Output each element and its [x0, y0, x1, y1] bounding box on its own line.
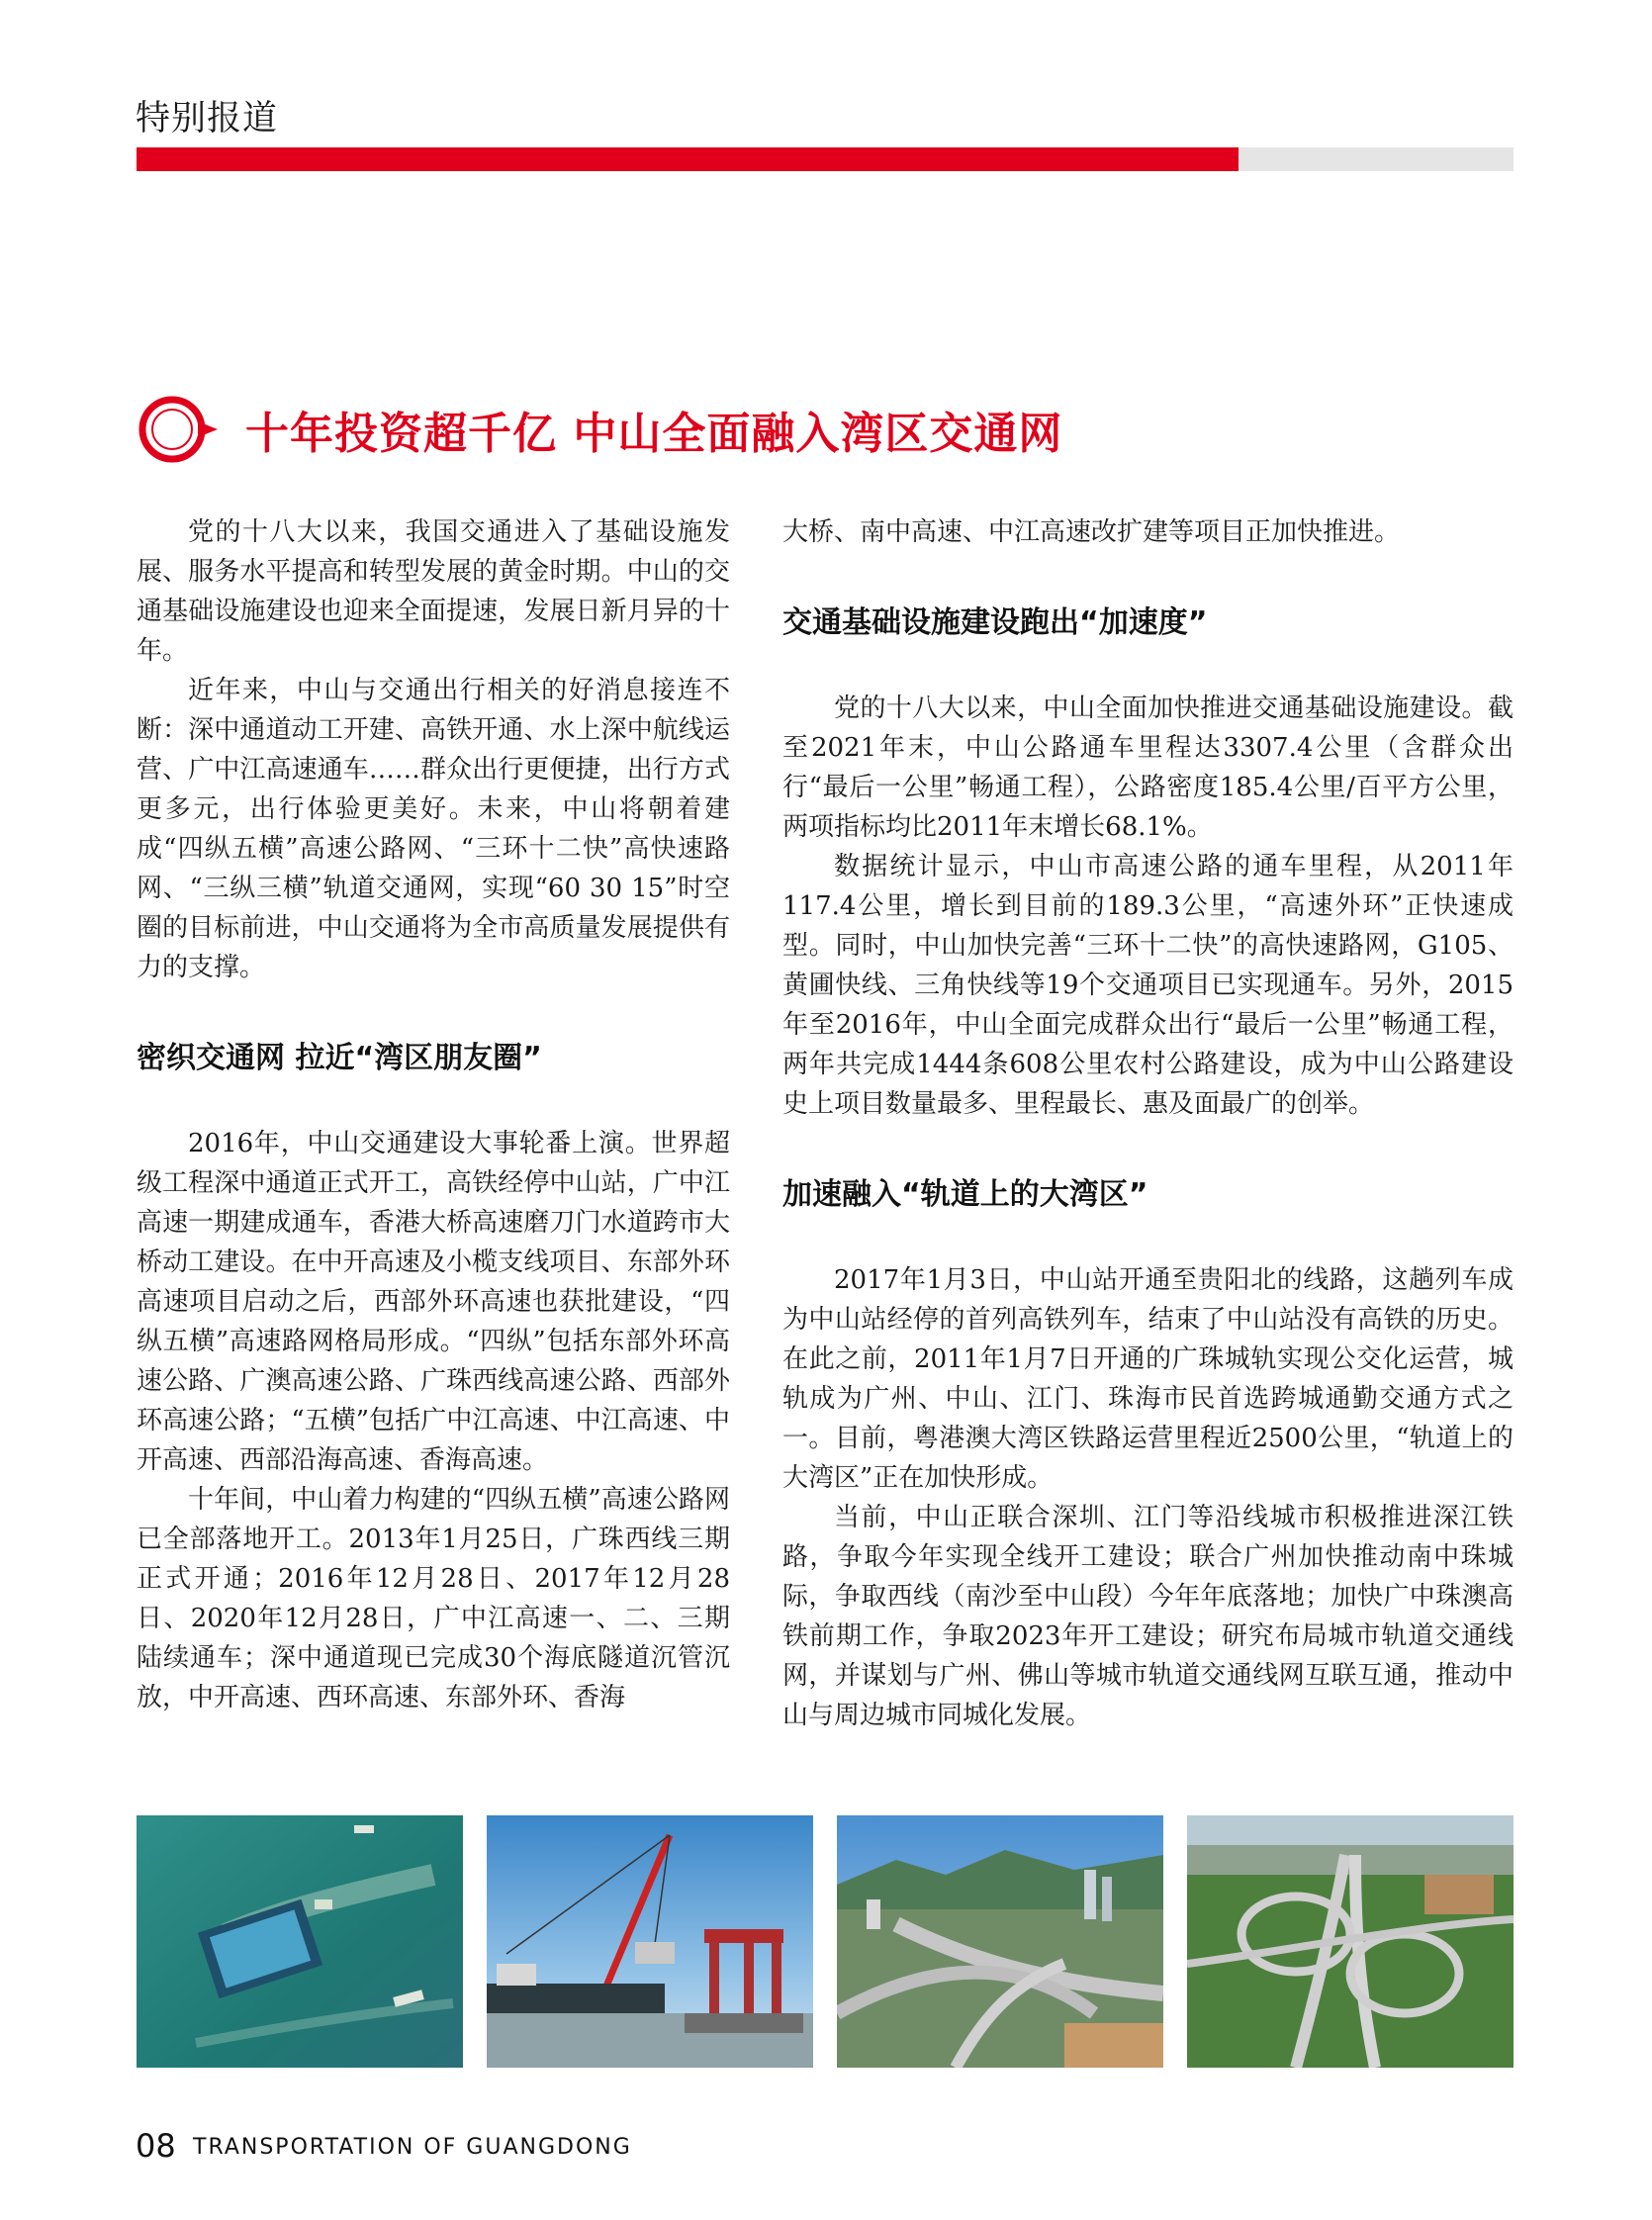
section-progress-bar [137, 147, 1514, 171]
left-column [137, 512, 730, 1717]
body-paragraph: 近年来，中山与交通出行相关的好消息接连不断：深中通道动工开建、高铁开通、水上深中航线运营、广中江高速通车……群众出行更便捷，出行方式更多元，出行体验更美好。未来，中山将朝着建成“四纵五横”高速公路网、“三环十二快”高快速路网、“三纵三横”轨道交通网，实现“60 30 15”时空圈的目标前进，中山交通将为全市高质量发展提供有力的支撑。 [137, 676, 730, 982]
photo-strip [137, 1815, 1514, 2068]
photo-crane-construction [487, 1815, 813, 2068]
body-paragraph: 大桥、南中高速、中江高速改扩建等项目正加快推进。 [782, 517, 1401, 547]
title-circle-icon [137, 392, 220, 467]
right-column [782, 512, 1514, 1735]
body-paragraph: 党的十八大以来，我国交通进入了基础设施发展、服务水平提高和转型发展的黄金时期。中山的交通基础设施建设也迎来全面提速，发展日新月异的十年。 [137, 517, 730, 666]
body-paragraph: 2016年，中山交通建设大事轮番上演。世界超级工程深中通道正式开工，高铁经停中山站，广中江高速一期建成通车，香港大桥高速磨刀门水道跨市大桥动工建设。在中开高速及小榄支线项目、东部外环高速项目启动之后，西部外环高速也获批建设，“四纵五横”高速路网格局形成。“四纵”包括东部外环高速公路、广澳高速公路、广珠西线高速公路、西部外环高速公路；“五横”包括广中江高速、中江高速、中开高速、西部沿海高速、香海高速。 [137, 1129, 730, 1475]
section-heading: 加速融入“轨道上的大湾区” [782, 1177, 1148, 1212]
photo-highway-interchange-city [837, 1815, 1163, 2068]
body-paragraph: 2017年1月3日，中山站开通至贵阳北的线路，这趟列车成为中山站经停的首列高铁列车，结束了中山站没有高铁的历史。在此之前，2011年1月7日开通的广珠城轨实现公交化运营，城轨成为广州、中山、江门、珠海市民首选跨城通勤交通方式之一。目前，粤港澳大湾区铁路运营里程近2500公里，“轨道上的大湾区”正在加快形成。 [782, 1265, 1514, 1493]
page-number: 08 [136, 2127, 176, 2165]
section-progress-fill [137, 147, 1239, 171]
article-title: 十年投资超千亿 中山全面融入湾区交通网 [245, 409, 1063, 459]
body-paragraph: 十年间，中山着力构建的“四纵五横”高速公路网已全部落地开工。2013年1月25日，广珠西线三期正式开通；2016年12月28日、2017年12月28日、2020年12月28日，广中江高速一、二、三期陆续通车；深中通道现已完成30个海底隧道沉管沉放，中开高速、西环高速、东部外环、香海 [137, 1485, 730, 1712]
photo-sea-tunnel-ships [137, 1815, 463, 2068]
body-paragraph: 当前，中山正联合深圳、江门等沿线城市积极推进深江铁路，争取今年实现全线开工建设；联合广州加快推动南中珠城际，争取西线（南沙至中山段）今年年底落地；加快广中珠澳高铁前期工作，争取2023年开工建设；研究布局城市轨道交通线网，并谋划与广州、佛山等城市轨道交通线网互联互通，推动中山与周边城市同城化发展。 [782, 1503, 1514, 1730]
body-paragraph: 党的十八大以来，中山全面加快推进交通基础设施建设。截至2021年末，中山公路通车里程达3307.4公里（含群众出行“最后一公里”畅通工程），公路密度185.4公里/百平方公里，两项指标均比2011年末增长68.1%。 [782, 694, 1514, 842]
section-heading: 密织交通网 拉近“湾区朋友圈” [137, 1041, 542, 1075]
section-heading: 交通基础设施建设跑出“加速度” [782, 605, 1208, 640]
body-paragraph: 数据统计显示，中山市高速公路的通车里程，从2011年117.4公里，增长到目前的189.3公里，“高速外环”正快速成型。同时，中山加快完善“三环十二快”的高快速路网，G105、黄圃快线、三角快线等19个交通项目已实现通车。另外，2015年至2016年，中山全面完成群众出行“最后一公里”畅通工程，两年共完成1444条608公里农村公路建设，成为中山公路建设史上项目数量最多、里程最长、惠及面最广的创举。 [782, 852, 1514, 1119]
section-label: 特别报道 [136, 99, 279, 139]
photo-highway-interchange-green [1187, 1815, 1514, 2068]
magazine-name: TRANSPORTATION OF GUANGDONG [193, 2135, 632, 2160]
